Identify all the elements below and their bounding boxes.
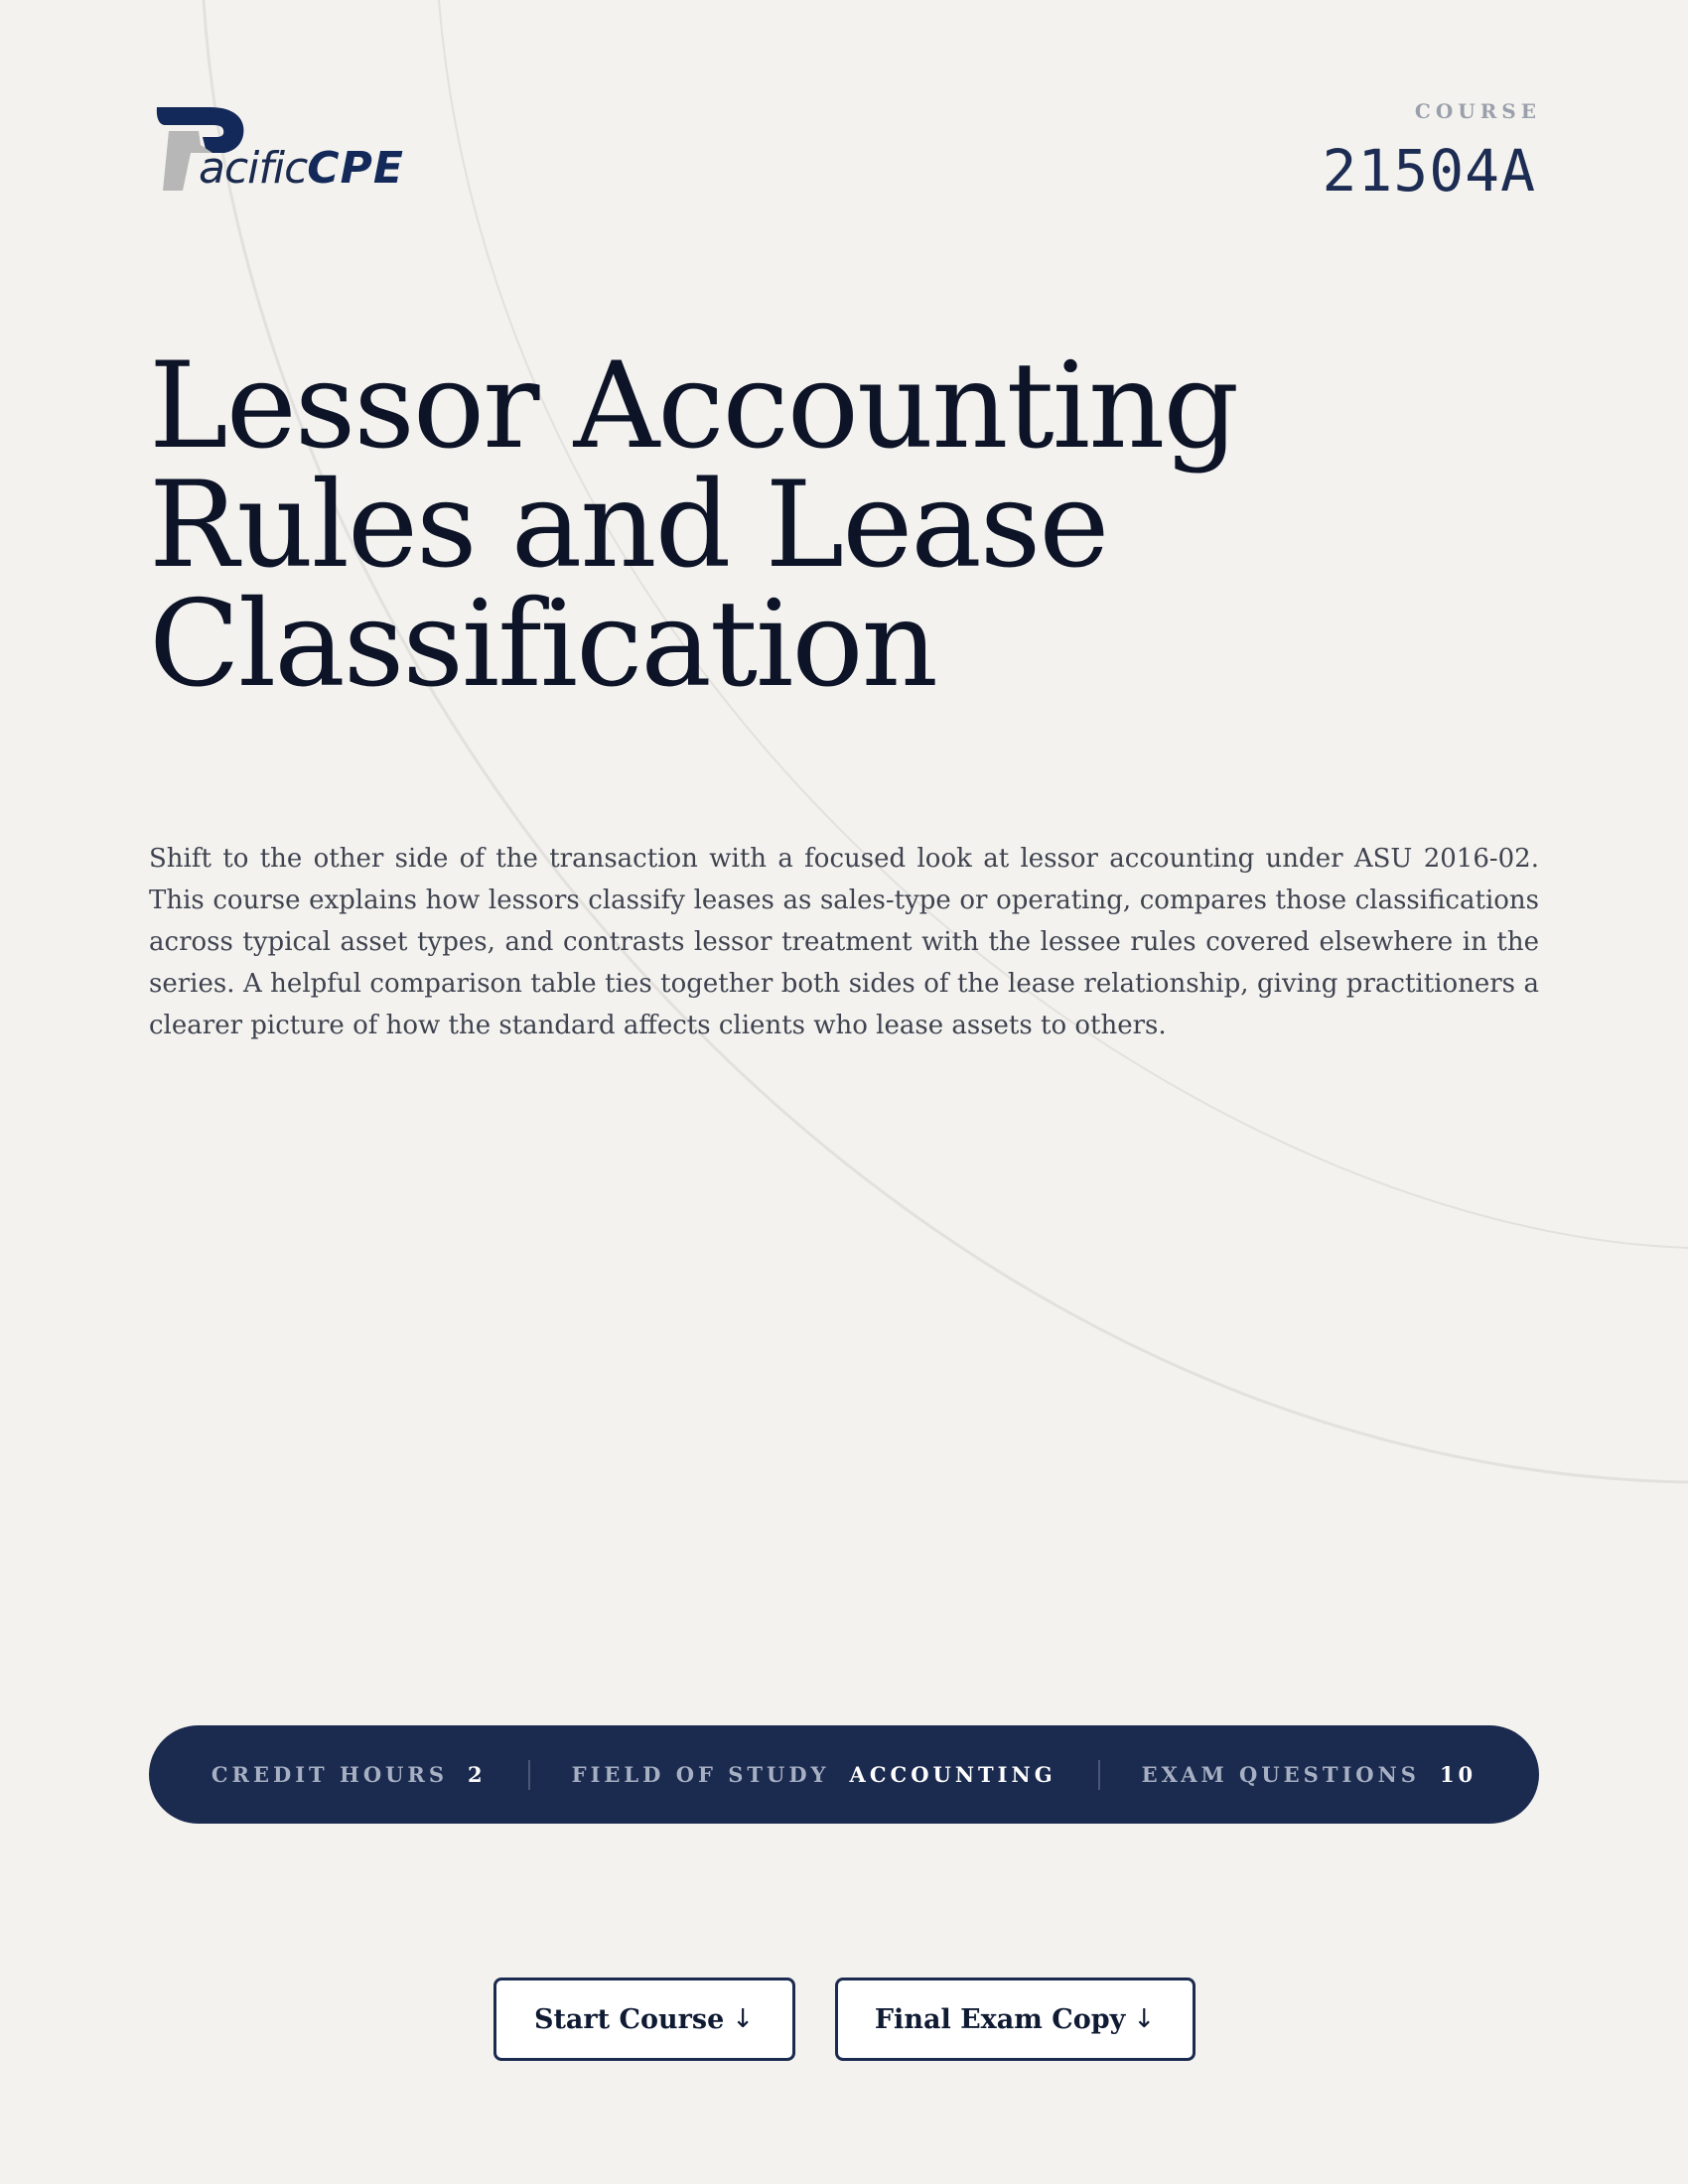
stat-exam-questions — [1142, 1762, 1477, 1787]
logo-wordmark — [199, 143, 404, 195]
final-exam-copy-button[interactable] — [835, 1978, 1196, 2061]
start-course-button-label: Start Course — [533, 2003, 725, 2035]
stat-credit-hours-label: CREDIT HOURS — [211, 1762, 449, 1787]
stat-credit-hours-value: 2 — [468, 1762, 487, 1787]
stat-exam-questions-value: 10 — [1439, 1762, 1477, 1787]
logo-wordmark-pacific: acific — [199, 143, 308, 194]
course-description: Shift to the other side of the transaction with a focused look at lessor accounting under ASU 2016-02. This course explains how lessors classify leases as sales-type or operating, compares those classifications across typical asset types, and contrasts lessor treatment with the lessee rules covered elsewhere in the series. A helpful comparison table ties together both sides of the lease relationship, giving practitioners a clearer picture of how the standard affects clients who lease assets to others. — [149, 844, 1539, 1040]
arrow-down-icon: ↓ — [1133, 2004, 1156, 2034]
page-title-line-3: Classification — [149, 576, 936, 714]
stat-divider — [528, 1760, 530, 1790]
arrow-down-icon: ↓ — [732, 2004, 755, 2034]
stat-field-of-study — [572, 1762, 1056, 1787]
pacific-cpe-logo[interactable] — [155, 107, 403, 197]
course-stats-bar — [149, 1725, 1539, 1824]
course-label: COURSE — [1414, 99, 1541, 123]
page-title-line-2: Rules and Lease — [149, 457, 1108, 595]
stat-exam-questions-label: EXAM QUESTIONS — [1141, 1762, 1420, 1787]
start-course-button[interactable] — [493, 1978, 795, 2061]
stat-credit-hours — [211, 1762, 487, 1787]
stat-field-of-study-value: ACCOUNTING — [849, 1762, 1056, 1787]
action-buttons — [0, 1978, 1688, 2061]
page-title-line-1: Lessor Accounting — [149, 338, 1238, 476]
logo-wordmark-cpe: CPE — [307, 143, 404, 194]
final-exam-copy-button-label: Final Exam Copy — [874, 2003, 1126, 2035]
stat-field-of-study-label: FIELD OF STUDY — [571, 1762, 830, 1787]
course-id-block — [1322, 99, 1541, 205]
course-number: 21504A — [1322, 137, 1536, 205]
page-title — [149, 338, 1390, 714]
stat-divider — [1098, 1760, 1100, 1790]
